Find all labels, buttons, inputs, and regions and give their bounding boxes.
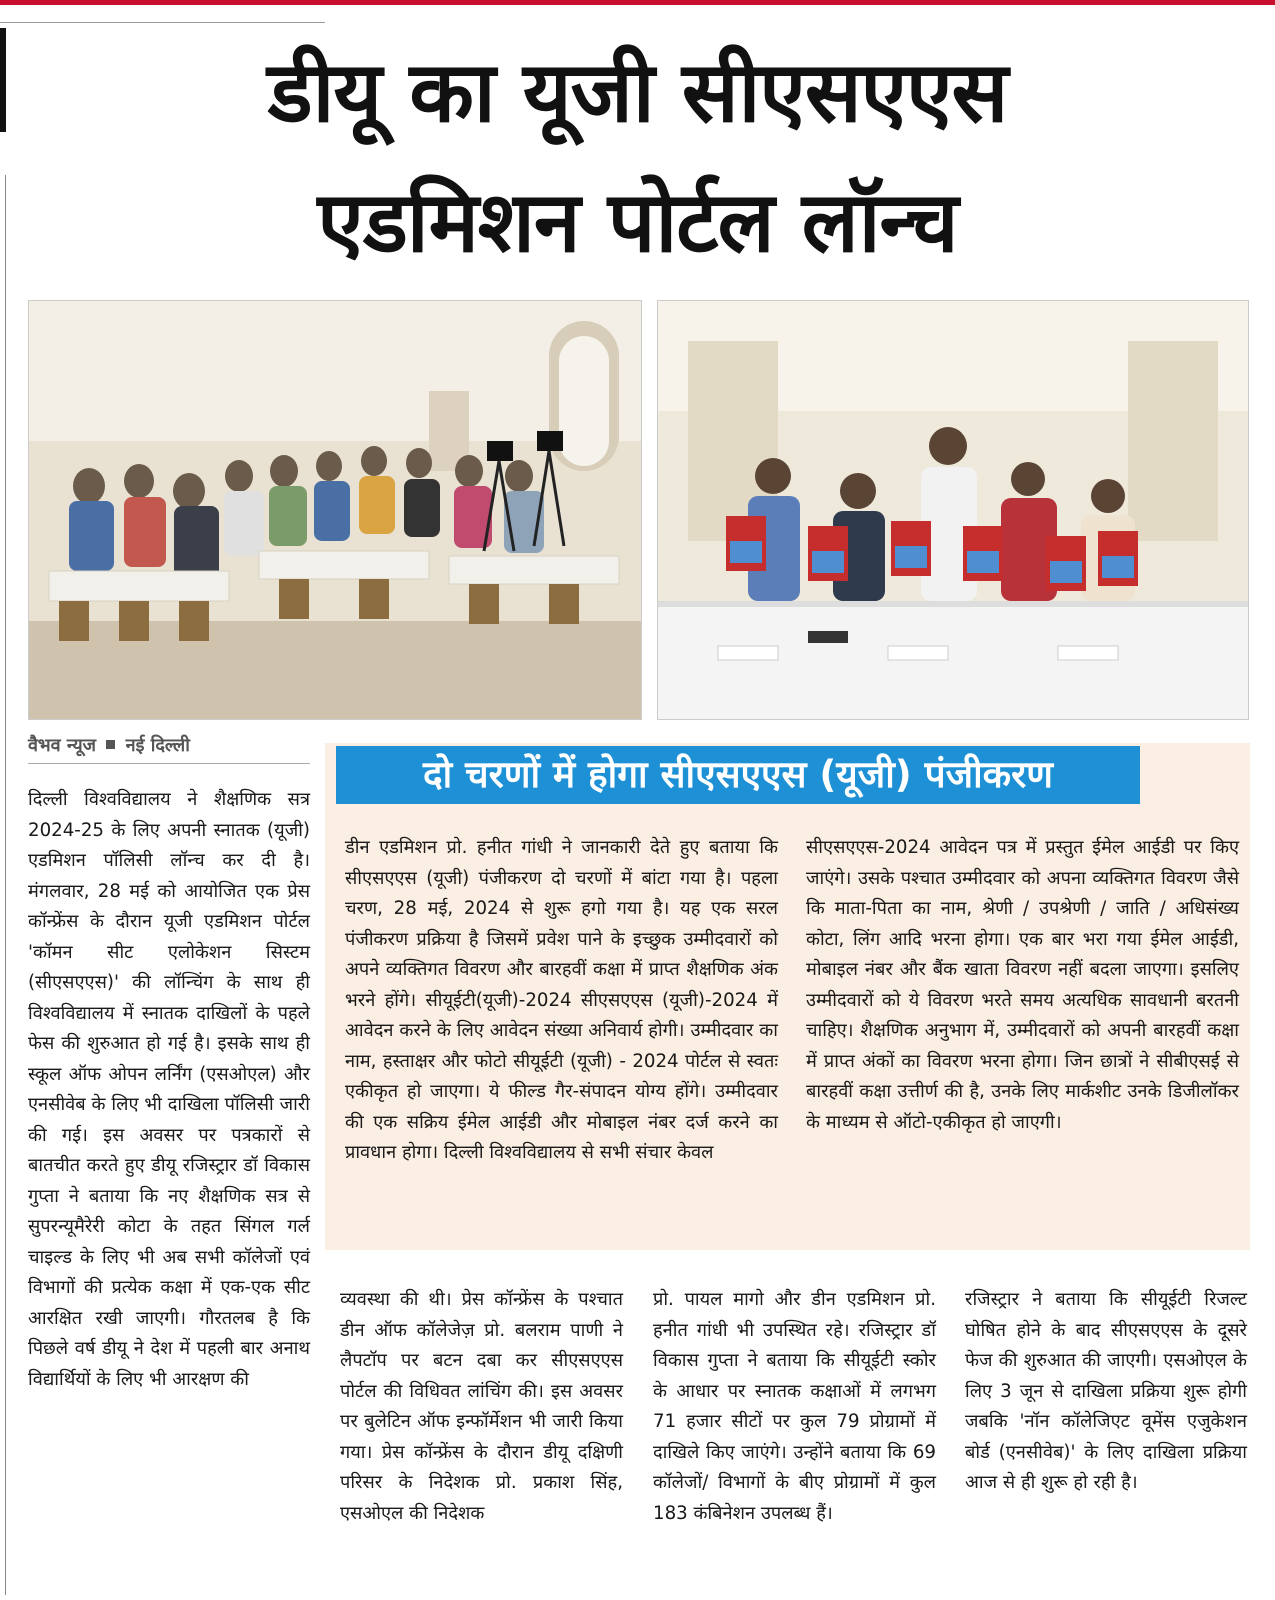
article-column-3: प्रो. पायल मागो और डीन एडमिशन प्रो. हनीत गांधी भी उपस्थित रहे। रजिस्ट्रार डॉ विकास गुप्ता ने बताया कि सीयूईटी स्कोर के आधार पर स्नातक कक्षाओं में लगभग 71 हजार सीटों पर कुल 79 प्रोग्रामों में दाखिले किए जाएंगे। उन्होंने बताया कि 69 कॉलेजों/ विभागों के बीए प्रोग्रामों में कुल 183 कंबिनेशन उपलब्ध हैं। — [653, 1289, 936, 1524]
article-column-2: व्यवस्था की थी। प्रेस कॉन्फ्रेंस के पश्चात डीन ऑफ कॉलेजेज़ प्रो. बलराम पाणी ने लैपटॉप पर बटन दबा कर सीएसएएस पोर्टल की विधिवत लांचिंग की। इस अवसर पर बुलेटिन ऑफ इन्फॉर्मेशन भी जारी किया गया। प्रेस कॉन्फ्रेंस के दौरान डीयू दक्षिणी परिसर के निदेशक प्रो. प्रकाश सिंह, एसओएल की निदेशक — [340, 1289, 623, 1524]
article-column-1: दिल्ली विश्वविद्यालय ने शैक्षणिक सत्र 2024-25 के लिए अपनी स्नातक (यूजी) एडमिशन पॉलिसी लॉन्च कर दी है। मंगलवार, 28 मई को आयोजित एक प्रेस कॉन्फ्रेंस के दौरान यूजी एडमिशन पोर्टल 'कॉमन सीट एलोकेशन सिस्टम (सीएसएएस)' की लॉन्चिंग के साथ ही विश्वविद्यालय में स्नातक दाखिलों के पहले फेस की शुरुआत हो गई है। इसके साथ ही स्कूल ऑफ ओपन लर्निंग (एसओएल) और एनसीवेब के लिए भी दाखिला पॉलिसी जारी की गई। इस अवसर पर पत्रकारों से बातचीत करते हुए डीयू रजिस्ट्रार डॉ विकास गुप्ता ने बताया कि नए शैक्षणिक सत्र से सुपरन्यूमैरेरी कोटा के तहत सिंगल गर्ल चाइल्ड के लिए भी अब सभी कॉलेजों एवं विभागों की प्रत्येक कक्षा में एक-एक सीट आरक्षित रखी जाएगी। गौरतलब है कि पिछले वर्ष डीयू ने देश में पहली बार अनाथ विद्यार्थियों के लिए भी आरक्षण की — [28, 789, 310, 1390]
square-bullet-icon — [106, 740, 115, 749]
left-margin-rule — [5, 175, 6, 1595]
byline — [28, 733, 190, 757]
conference-audience-photo — [28, 300, 642, 720]
info-box-column-2: सीएसएएस-2024 आवेदन पत्र में प्रस्तुत ईमेल आईडी पर किए जाएंगे। उसके पश्चात उम्मीदवार को अपना व्यक्तिगत विवरण जैसे कि माता-पिता का नाम, श्रेणी / उपश्रेणी / जाति / अधिसंख्य कोटा, लिंग आदि भरना होगा। एक बार भरा गया ईमेल आईडी, मोबाइल नंबर और बैंक खाता विवरण नहीं बदला जाएगा। इसलिए उम्मीदवारों को ये विवरण भरते समय अत्यधिक सावधानी बरतनी चाहिए। शैक्षणिक अनुभाग में, उम्मीदवारों को अपनी बारहवीं कक्षा में प्राप्त अंकों का विवरण भरना होगा। जिन छात्रों ने सीबीएसई से बारहवीं कक्षा उत्तीर्ण की है, उनके लिए मार्कशीट उनके डिजीलॉकर के माध्यम से ऑटो-एकीकृत हो जाएगी। — [806, 837, 1239, 1133]
byline-place: नई दिल्ली — [125, 735, 190, 756]
officials-launch-photo — [657, 300, 1249, 720]
info-box-title: दो चरणों में होगा सीएसएएस (यूजी) पंजीकरण — [336, 746, 1140, 804]
top-red-rule — [0, 0, 1275, 5]
byline-source: वैभव न्यूज — [28, 735, 97, 756]
headline-line-1: डीयू का यूजी सीएसएएस — [267, 43, 1008, 141]
info-box-column-1: डीन एडमिशन प्रो. हनीत गांधी ने जानकारी देते हुए बताया कि सीएसएएस (यूजी) पंजीकरण दो चरणों में बांटा गया है। पहला चरण, 28 मई, 2024 से शुरू हगो गया है। यह एक सरल पंजीकरण प्रक्रिया है जिसमें प्रवेश पाने के इच्छुक उम्मीदवारों को अपने व्यक्तिगत विवरण और बारहवीं कक्षा में प्राप्त शैक्षणिक अंक भरने होंगे। सीयूईटी(यूजी)-2024 सीएसएएस (यूजी)-2024 में आवेदन करने के लिए आवेदन संख्या अनिवार्य होगी। उम्मीदवार का नाम, हस्ताक्षर और फोटो सीयूईटी (यूजी) - 2024 पोर्टल से स्वतः एकीकृत हो जाएगा। ये फील्ड गैर-संपादन योग्य होंगे। उम्मीदवार की एक सक्रिय ईमेल आईडी और मोबाइल नंबर दर्ज करने का प्रावधान होगा। दिल्ली विश्वविद्यालय से सभी संचार केवल — [345, 837, 778, 1163]
byline-rule — [28, 763, 310, 764]
top-thin-rule — [0, 22, 325, 23]
headline-line-2: एडमिशन पोर्टल लॉन्च — [317, 173, 958, 271]
article-column-4: रजिस्ट्रार ने बताया कि सीयूईटी रिजल्ट घोषित होने के बाद सीएसएएस के दूसरे फेज की शुरुआत की जाएगी। एसओएल के लिए 3 जून से दाखिला प्रक्रिया शुरू होगी जबकि 'नॉन कॉलेजिएट वूमेंस एजुकेशन बोर्ड (एनसीवेब)' के लिए दाखिला प्रक्रिया आज से ही शुरू हो रही है। — [965, 1289, 1247, 1493]
left-margin-bar — [0, 28, 6, 132]
